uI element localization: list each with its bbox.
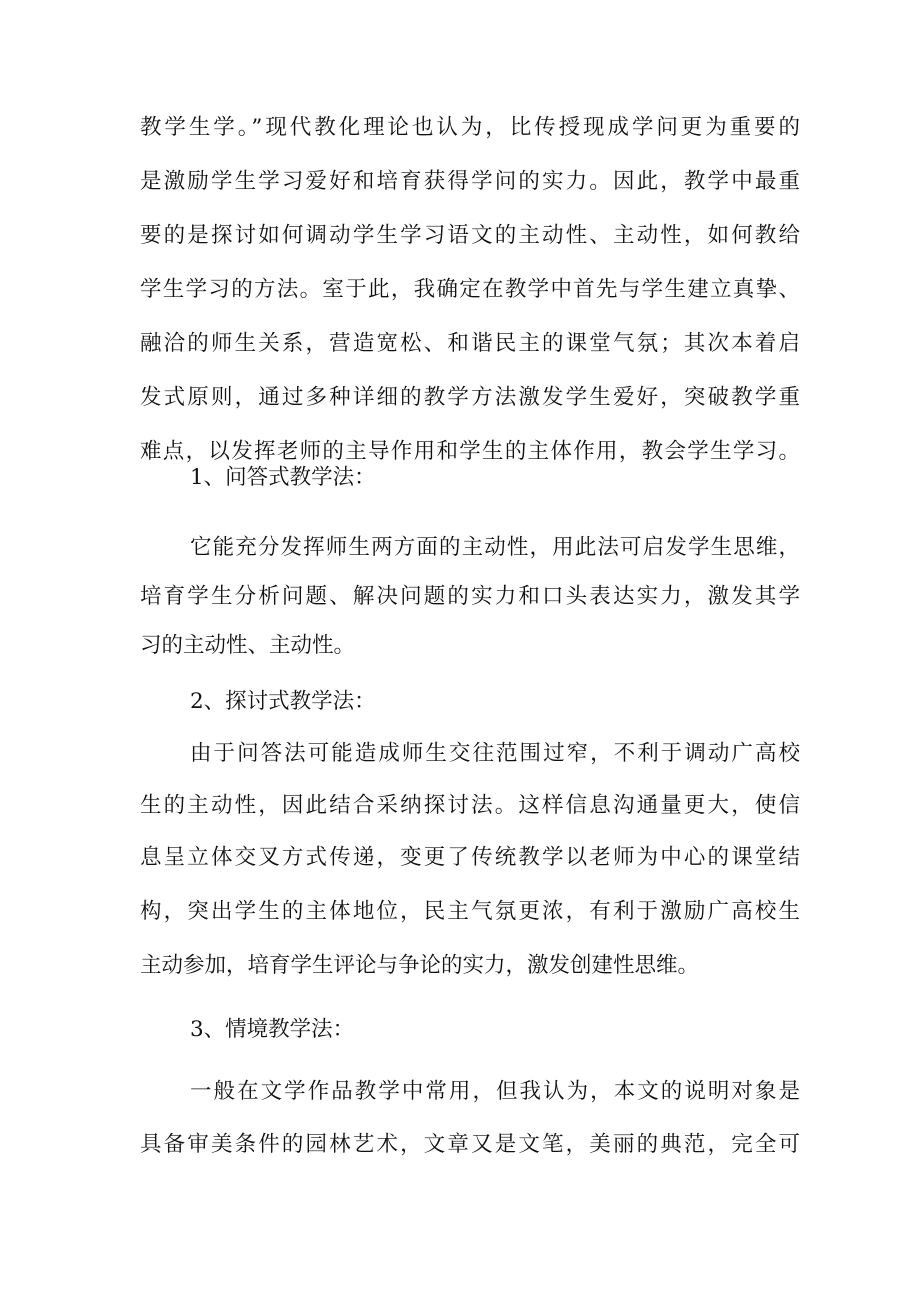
text-line: 学生学习的方法。室于此，我确定在教学中首先与学生建立真挚、 [140,277,800,302]
text-line: 由于问答法可能造成师生交往范围过窄，不利于调动广高校 [190,741,800,766]
text-line: 教学生学。”现代教化理论也认为，比传授现成学问更为重要的 [140,115,800,140]
text-line: 生的主动性，因此结合采纳探讨法。这样信息沟通量更大，使信 [140,793,800,818]
text-line: 构，突出学生的主体地位，民主气氛更浓，有利于激励广高校生 [140,899,800,924]
text-line: 习的主动性、主动性。 [140,633,356,658]
text-line: 是激励学生学习爱好和培育获得学问的实力。因此，教学中最重 [140,169,800,194]
text-line: 一般在文学作品教学中常用，但我认为，本文的说明对象是 [190,1079,800,1104]
text-line: 息呈立体交叉方式传递，变更了传统教学以老师为中心的课堂结 [140,845,800,870]
text-line: 难点，以发挥老师的主导作用和学生的主体作用，教会学生学习。 [140,439,800,464]
text-line: 发式原则，通过多种详细的教学方法激发学生爱好，突破教学重 [140,385,800,410]
text-line: 主动参加，培育学生评论与争论的实力，激发创建性思维。 [140,953,700,978]
text-line: 它能充分发挥师生两方面的主动性，用此法可启发学生思维， [190,535,800,560]
section-heading-1: 1、问答式教学法： [190,465,376,490]
text-line: 融洽的师生关系，营造宽松、和谐民主的课堂气氛；其次本着启 [140,331,800,356]
text-line: 具备审美条件的园林艺术，文章又是文笔，美丽的典范，完全可 [140,1132,800,1157]
text-line: 培育学生分析问题、解决问题的实力和口头表达实力，激发其学 [140,584,800,609]
text-line: 要的是探讨如何调动学生学习语文的主动性、主动性，如何教给 [140,223,800,248]
section-heading-2: 2、探讨式教学法： [190,689,376,714]
section-heading-3: 3、情境教学法： [190,1017,355,1042]
